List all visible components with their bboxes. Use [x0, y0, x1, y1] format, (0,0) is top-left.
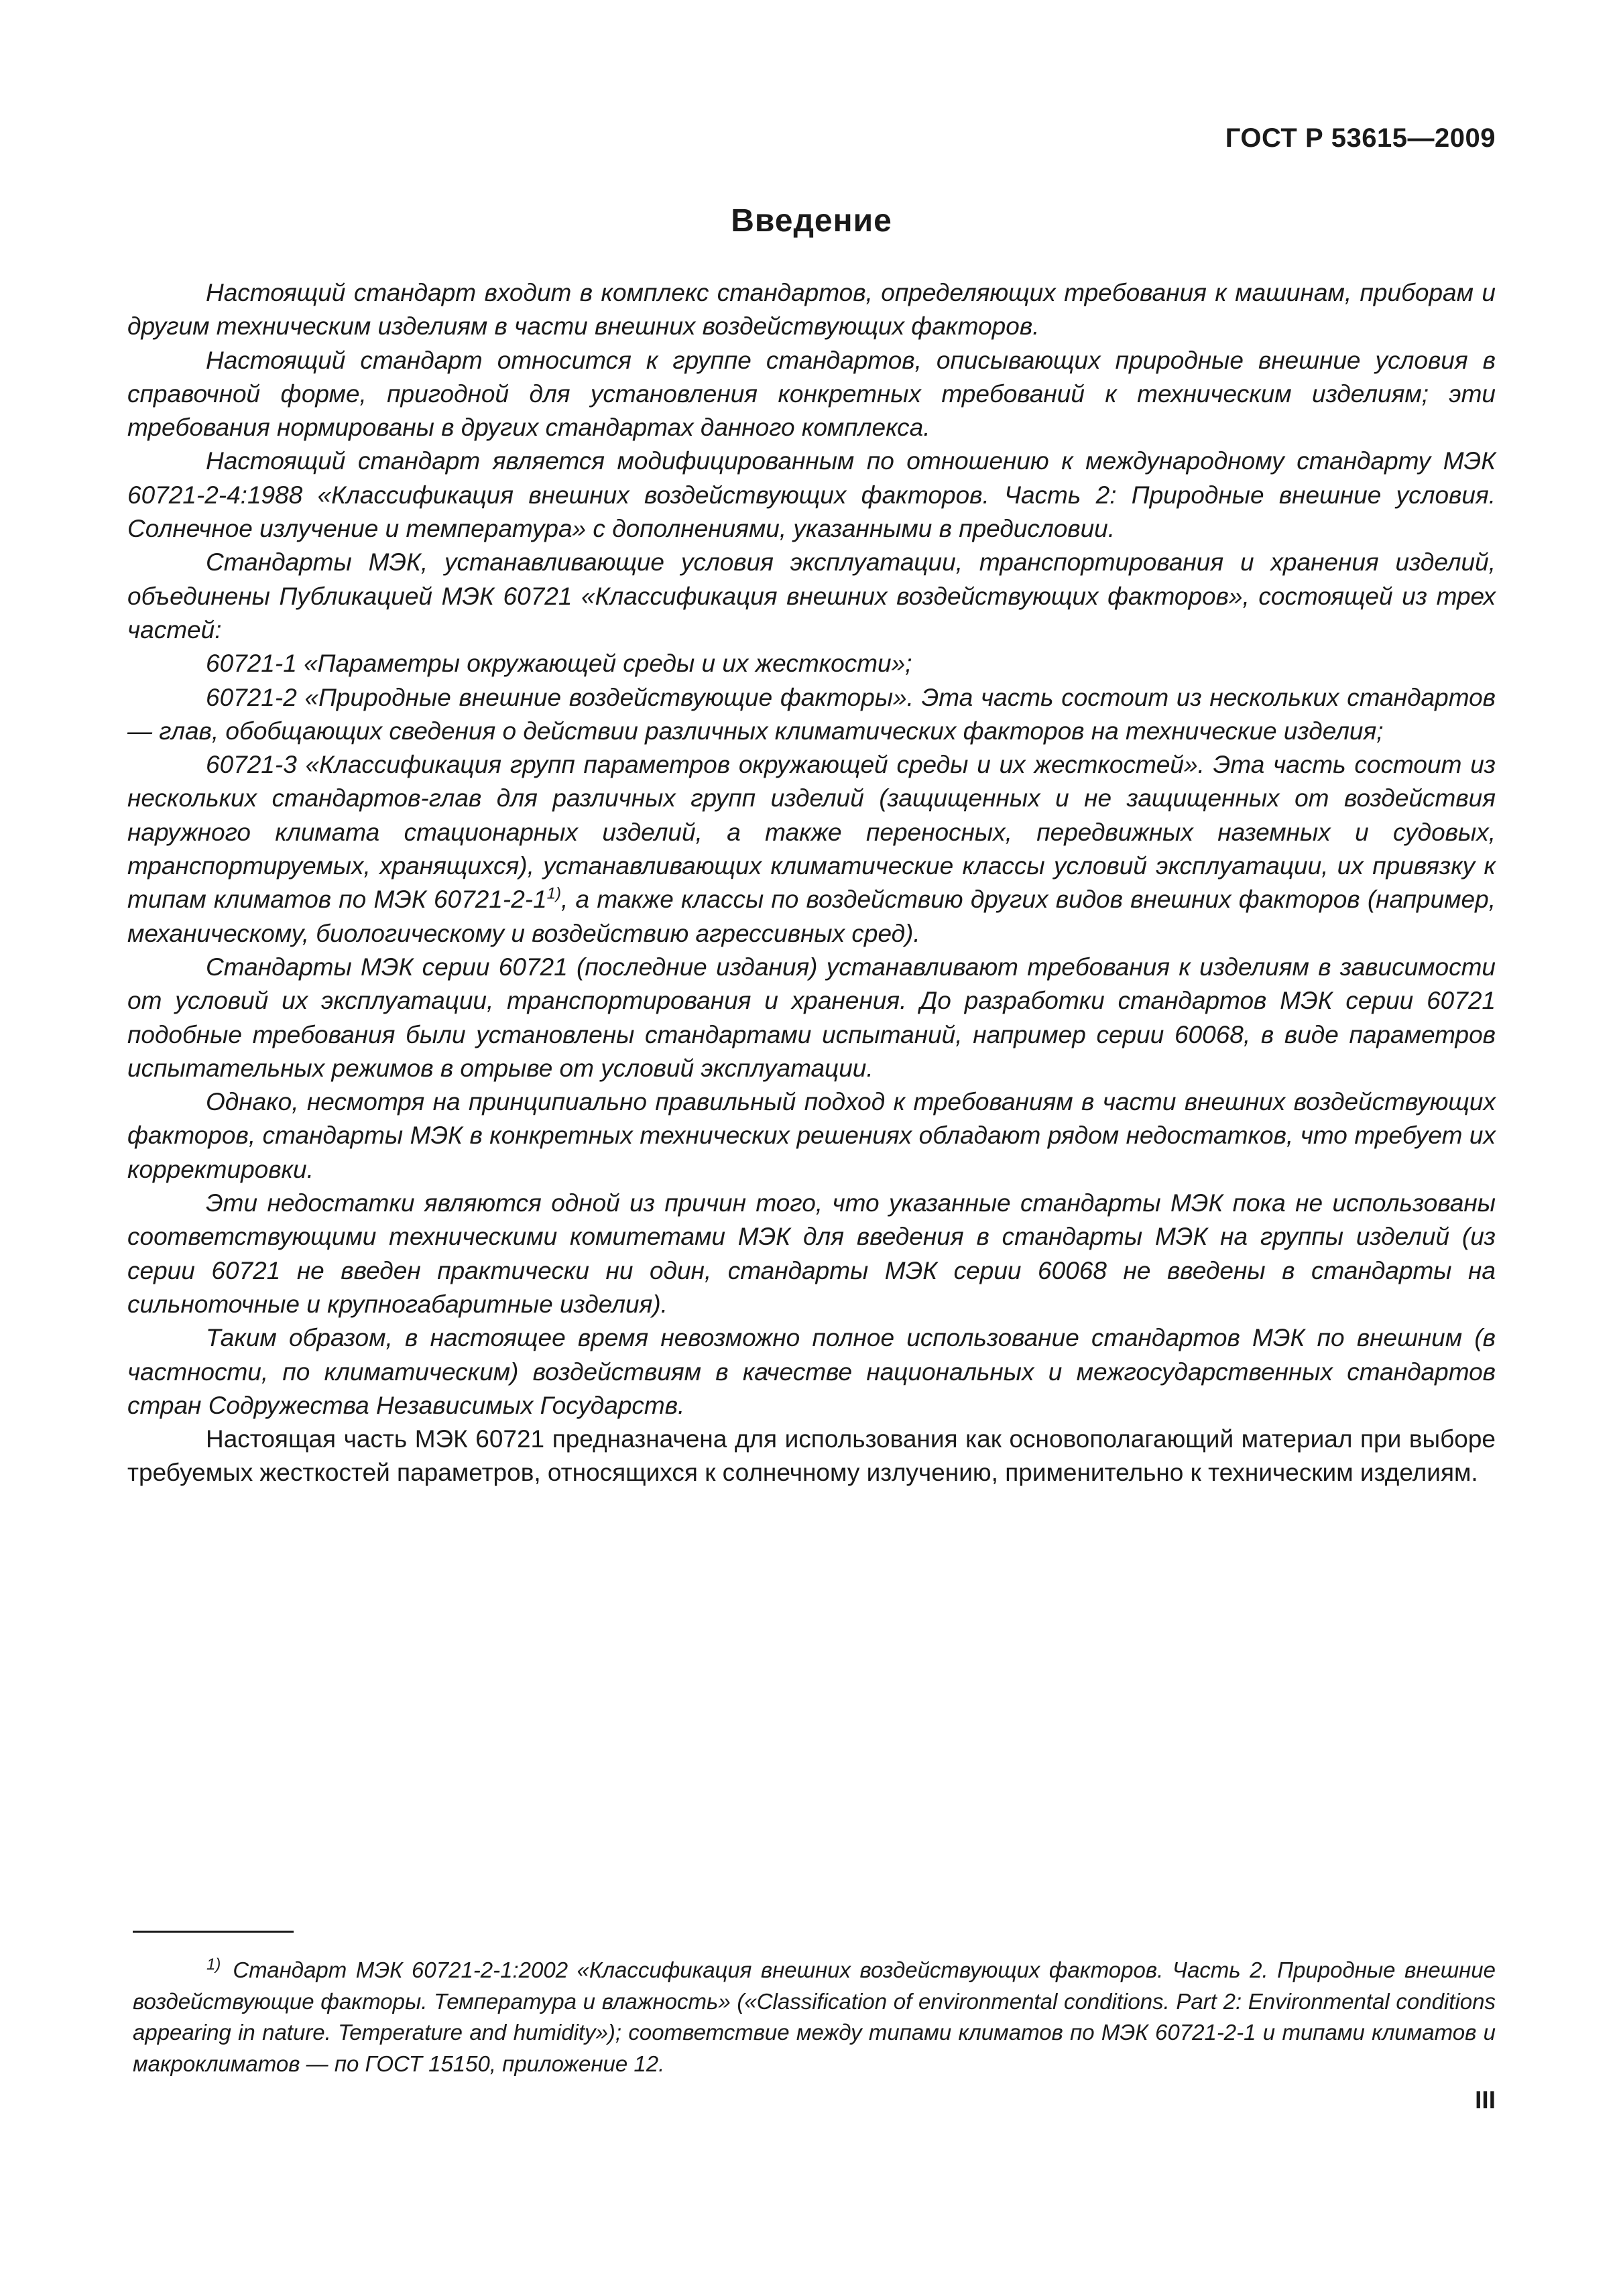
paragraph: Стандарты МЭК серии 60721 (последние издания) устанавливают требования к изделиям в зависимости от условий их эксплуатации, транспортирования и хранения. До разработки стандартов МЭК серии 60721 подобные требования были установлены стандартами испытаний, например серии 60068, в виде параметров испытательных режимов в отрыве от условий эксплуатации. [127, 953, 1496, 1082]
document-code: ГОСТ Р 53615—2009 [1225, 123, 1496, 153]
paragraph: Однако, несмотря на принципиально правильный подход к требованиям в части внешних воздействующих факторов, стандарты МЭК в конкретных технических решениях обладают рядом недостатков, что требует их корректировки. [127, 1088, 1496, 1183]
page-number: III [1475, 2086, 1496, 2114]
paragraph: Настоящая часть МЭК 60721 предназначена для использования как основополагающий материал при выборе требуемых жесткостей параметров, относящихся к солнечному излучению, применительно к техническим изделиям. [127, 1425, 1496, 1487]
body-text [127, 276, 1496, 1490]
paragraph: Настоящий стандарт входит в комплекс стандартов, определяющих требования к машинам, приборам и другим техническим изделиям в части внешних воздействующих факторов. [127, 279, 1496, 341]
footnote-text [133, 1955, 1496, 2079]
footnote-divider [133, 1931, 294, 1933]
paragraph: 60721-2 «Природные внешние воздействующие факторы». Эта часть состоит из нескольких стандартов — глав, обобщающих сведения о действии различных климатических факторов на технические изделия; [127, 683, 1496, 745]
paragraph-text: 60721-3 «Классификация групп параметров окружающей среды и их жесткостей». Эта часть состоит из нескольких стандартов-глав для различных групп изделий (защищенных и не защищенных от воздействия наружного климата стационарных изделий, а также переносных, передвижных наземных и судовых, транспортируемых, хранящихся), устанавливающих климатические классы условий эксплуатации, их привязку к типам климатов по МЭК 60721-2-1 [127, 751, 1496, 914]
footnote-body: Стандарт МЭК 60721-2-1:2002 «Классификация внешних воздействующих факторов. Часть 2. Природные внешние воздействующие факторы. Температура и влажность» («Classification of environmental conditions. Part 2: Environmental conditions appearing in nature. Temperature and humidity»); соответствие между типами климатов по МЭК 60721-2-1 и типами климатов и макроклиматов — по ГОСТ 15150, приложение 12. [133, 1957, 1496, 2076]
paragraph: 60721-1 «Параметры окружающей среды и их жесткости»; [206, 650, 912, 678]
paragraph [127, 748, 1496, 951]
footnote [133, 1955, 1496, 2079]
footnote-reference: 1) [546, 885, 562, 904]
paragraph: Эти недостатки являются одной из причин того, что указанные стандарты МЭК пока не использованы соответствующими техническими комитетами МЭК для введения в стандарты МЭК на группы изделий (из серии 60721 не введен практически ни один, стандарты МЭК серии 60068 не введены в стандарты на сильноточные и крупногабаритные изделия). [127, 1189, 1496, 1318]
paragraph: Настоящий стандарт является модифицированным по отношению к международному стандарту МЭК 60721-2-4:1988 «Классификация внешних воздействующих факторов. Часть 2: Природные внешние условия. Солнечное излучение и температура» с дополнениями, указанными в предисловии. [127, 447, 1496, 543]
paragraph: Настоящий стандарт относится к группе стандартов, описывающих природные внешние условия в справочной форме, пригодной для установления конкретных требований к техническим изделиям; эти требования нормированы в других стандартах данного комплекса. [127, 346, 1496, 442]
paragraph: Стандарты МЭК, устанавливающие условия эксплуатации, транспортирования и хранения изделий, объединены Публикацией МЭК 60721 «Классификация внешних воздействующих факторов», состоящей из трех частей: [127, 548, 1496, 644]
footnote-marker: 1) [206, 1955, 221, 1974]
paragraph: Таким образом, в настоящее время невозможно полное использование стандартов МЭК по внешним (в частности, по климатическим) воздействиям в качестве национальных и межгосударственных стандартов стран Содружества Независимых Государств. [127, 1324, 1496, 1419]
paragraph-text: , а также классы по воздействию других видов внешних факторов (например, механическому, биологическому и воздействию агрессивных сред). [127, 886, 1496, 947]
section-title: Введение [731, 203, 892, 239]
